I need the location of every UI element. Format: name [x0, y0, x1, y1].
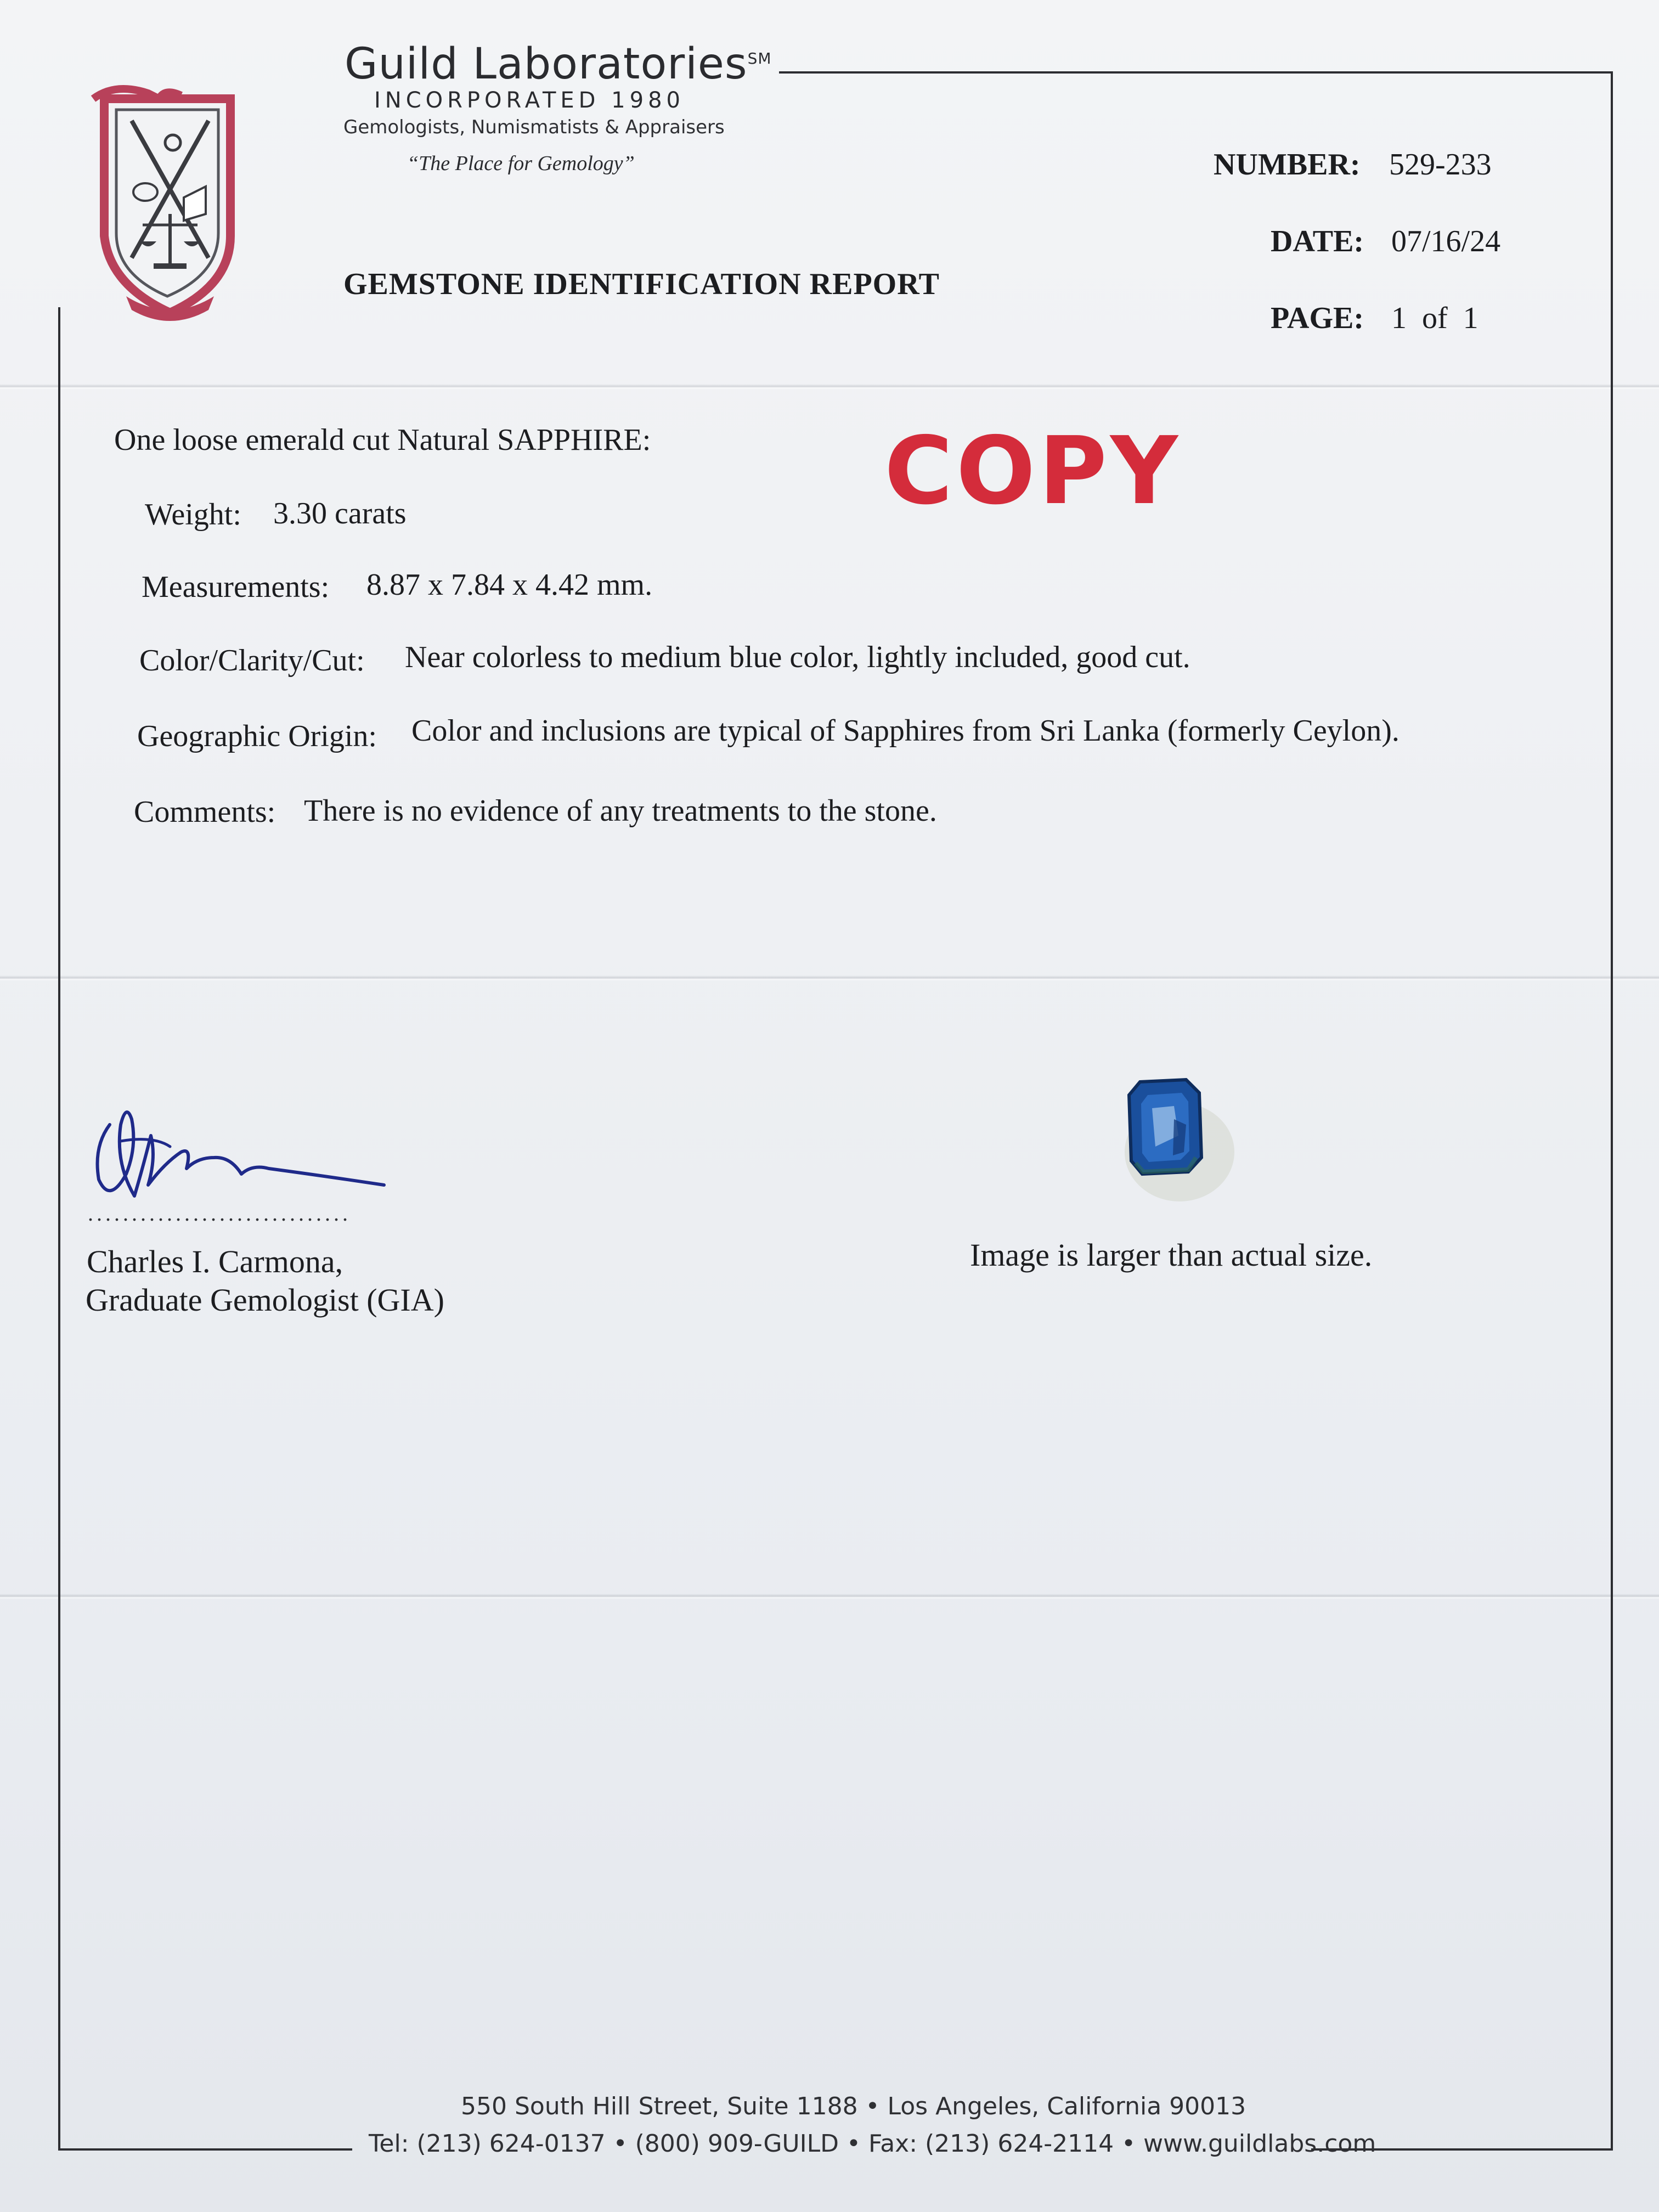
origin-label: Geographic Origin: [137, 719, 377, 753]
paper-fold [0, 1594, 1659, 1599]
footer-address: 550 South Hill Street, Suite 1188 • Los Angeles, California 90013 [461, 2092, 1246, 2120]
signer-name: Charles I. Carmona, [87, 1244, 343, 1279]
number-value: 529-233 [1389, 148, 1492, 182]
frame-top-line [779, 71, 1613, 74]
page-value: 1 of 1 [1391, 301, 1479, 335]
color-clarity-cut-label: Color/Clarity/Cut: [139, 644, 365, 678]
image-caption: Image is larger than actual size. [970, 1237, 1373, 1273]
incorporated-line: INCORPORATED 1980 [374, 88, 685, 113]
origin-value: Color and inclusions are typical of Sapphires from Sri Lanka (formerly Ceylon). [411, 714, 1400, 748]
date-value: 07/16/24 [1391, 224, 1501, 258]
frame-right-line [1611, 71, 1613, 2151]
copy-stamp: COPY [884, 417, 1181, 526]
frame-left-line [58, 307, 60, 2151]
weight-value: 3.30 carats [273, 496, 407, 531]
service-mark: SM [747, 49, 772, 67]
report-title: GEMSTONE IDENTIFICATION REPORT [343, 267, 940, 301]
tagline: “The Place for Gemology” [407, 152, 635, 175]
guild-crest-logo [82, 77, 258, 329]
company-name-text: Guild Laboratories [345, 40, 748, 89]
paper-fold [0, 384, 1659, 390]
comments-label: Comments: [134, 795, 276, 829]
color-clarity-cut-value: Near colorless to medium blue color, lightly included, good cut. [405, 640, 1190, 674]
company-name [345, 40, 772, 89]
footer-contact: Tel: (213) 624-0137 • (800) 909-GUILD • Fax: (213) 624-2114 • www.guildlabs.com [369, 2130, 1376, 2158]
signer-title: Graduate Gemologist (GIA) [86, 1282, 444, 1318]
measurements-label: Measurements: [142, 570, 330, 604]
paper-fold [0, 975, 1659, 981]
services-line: Gemologists, Numismatists & Appraisers [343, 116, 725, 138]
comments-value: There is no evidence of any treatments to the stone. [304, 794, 937, 828]
measurements-value: 8.87 x 7.84 x 4.42 mm. [366, 568, 653, 602]
weight-label: Weight: [145, 498, 241, 532]
number-label: NUMBER: [1214, 148, 1361, 182]
frame-bottom-line-left [58, 2148, 352, 2151]
signature-dotted-line: .............................. [88, 1201, 351, 1226]
sapphire-gemstone-image [1119, 1070, 1240, 1207]
stone-description: One loose emerald cut Natural SAPPHIRE: [114, 423, 651, 457]
handwritten-signature [88, 1103, 395, 1212]
date-label: DATE: [1271, 224, 1364, 258]
page-label: PAGE: [1271, 301, 1364, 335]
